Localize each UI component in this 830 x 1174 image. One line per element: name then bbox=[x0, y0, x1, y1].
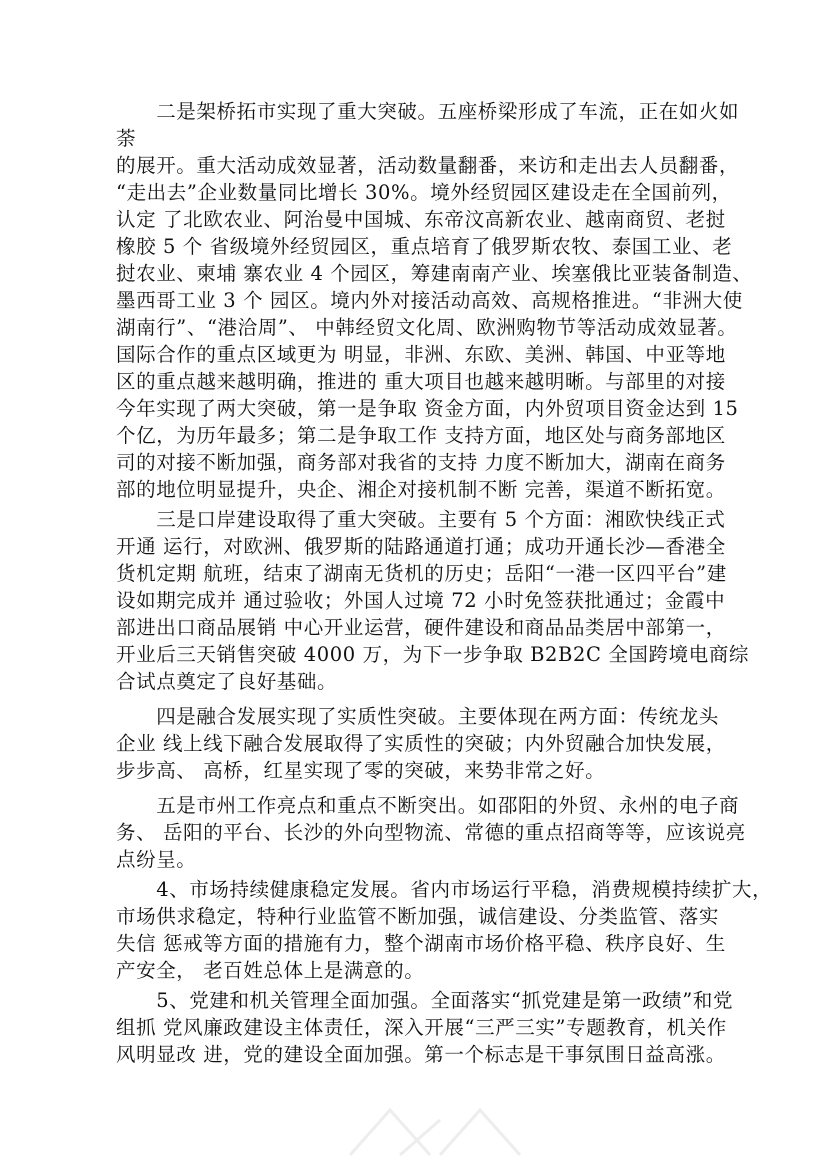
text-line: 个亿，为历年最多；第二是争取工作 支持方面，地区处与商务部地区 bbox=[116, 424, 726, 447]
text-line: 挝农业、柬埔 寨农业 4 个园区，筹建南南产业、埃塞俄比亚装备制造、 bbox=[116, 262, 753, 285]
text-line: 开通 运行，对欧洲、俄罗斯的陆路通道打通；成功开通长沙—香港全 bbox=[116, 535, 726, 558]
text-line: 湖南行”、“港洽周”、 中韩经贸文化周、欧洲购物节等活动成效显著。 bbox=[116, 316, 738, 339]
text-line: 失信 惩戒等方面的措施有力，整个湖南市场价格平稳、秩序良好、生 bbox=[116, 932, 726, 955]
text-line: 的展开。重大活动成效显著，活动数量翻番，来访和走出去人员翻番， bbox=[116, 154, 740, 177]
text-line: 货机定期 航班，结束了湖南无货机的历史；岳阳“一港一区四平台”建 bbox=[116, 562, 727, 585]
text-line: 开业后三天销售突破 4000 万，为下一步争取 B2B2C 全国跨境电商综 bbox=[116, 643, 750, 666]
text-line: 务、 岳阳的平台、长沙的外向型物流、常德的重点招商等等，应该说亮 bbox=[116, 821, 746, 844]
text-line: 国际合作的重点区域更为 明显，非洲、东欧、美洲、韩国、中亚等地 bbox=[116, 343, 726, 366]
text-line: 司的对接不断加强，商务部对我省的支持 力度不断加大，湖南在商务 bbox=[116, 451, 726, 474]
text-line: 4、市场持续健康稳定发展。省内市场运行平稳，消费规模持续扩大， bbox=[116, 878, 773, 901]
text-line: 二是架桥拓市实现了重大突破。五座桥梁形成了车流，正在如火如 bbox=[116, 100, 740, 123]
text-line: “走出去”企业数量同比增长 30%。境外经贸园区建设走在全国前列， bbox=[116, 181, 732, 204]
text-line: 步步高、 高桥，红星实现了零的突破，来势非常之好。 bbox=[116, 759, 606, 782]
text-line: 企业 线上线下融合发展取得了实质性的突破；内外贸融合加快发展， bbox=[116, 732, 726, 755]
text-line: 三是口岸建设取得了重大突破。主要有 5 个方面：湘欧快线正式 bbox=[116, 508, 726, 531]
text-line: 部的地位明显提升，央企、湘企对接机制不断 完善，渠道不断拓宽。 bbox=[116, 478, 726, 501]
text-line: 设如期完成并 通过验收；外国人过境 72 小时免签获批通过；金霞中 bbox=[116, 589, 726, 612]
text-line: 墨西哥工业 3 个 园区。境内外对接活动高效、高规格推进。“非洲大使 bbox=[116, 289, 743, 312]
text-line: 风明显改 进，党的建设全面加强。第一个标志是干事氛围日益高涨。 bbox=[116, 1043, 726, 1066]
text-line: 合试点奠定了良好基础。 bbox=[116, 670, 338, 693]
text-line: 产安全， 老百姓总体上是满意的。 bbox=[116, 959, 425, 982]
text-line: 市场供求稳定，特种行业监管不断加强，诚信建设、分类监管、落实 bbox=[116, 905, 720, 928]
text-line: 今年实现了两大突破，第一是争取 资金方面，内外贸项目资金达到 15 bbox=[116, 397, 739, 420]
text-line: 橡胶 5 个 省级境外经贸园区，重点培育了俄罗斯农牧、泰国工业、老 bbox=[116, 235, 733, 258]
text-line: 五是市州工作亮点和重点不断突出。如邵阳的外贸、永州的电子商 bbox=[116, 794, 740, 817]
text-line: 组抓 党风廉政建设主体责任，深入开展“三严三实”专题教育，机关作 bbox=[116, 1016, 727, 1039]
text-line: 点纷呈。 bbox=[116, 848, 197, 871]
watermark-logo bbox=[330, 1100, 550, 1160]
text-line: 四是融合发展实现了实质性突破。主要体现在两方面：传统龙头 bbox=[116, 705, 720, 728]
text-line: 认定 了北欧农业、阿治曼中国城、东帝汶高新农业、越南商贸、老挝 bbox=[116, 208, 726, 231]
text-line: 荼 bbox=[116, 127, 137, 150]
text-line: 区的重点越来越明确，推进的 重大项目也越来越明晰。与部里的对接 bbox=[116, 370, 726, 393]
text-line: 部进出口商品展销 中心开业运营，硬件建设和商品品类居中部第一， bbox=[116, 616, 726, 639]
text-line: 5、党建和机关管理全面加强。全面落实“抓党建是第一政绩”和党 bbox=[116, 989, 734, 1012]
